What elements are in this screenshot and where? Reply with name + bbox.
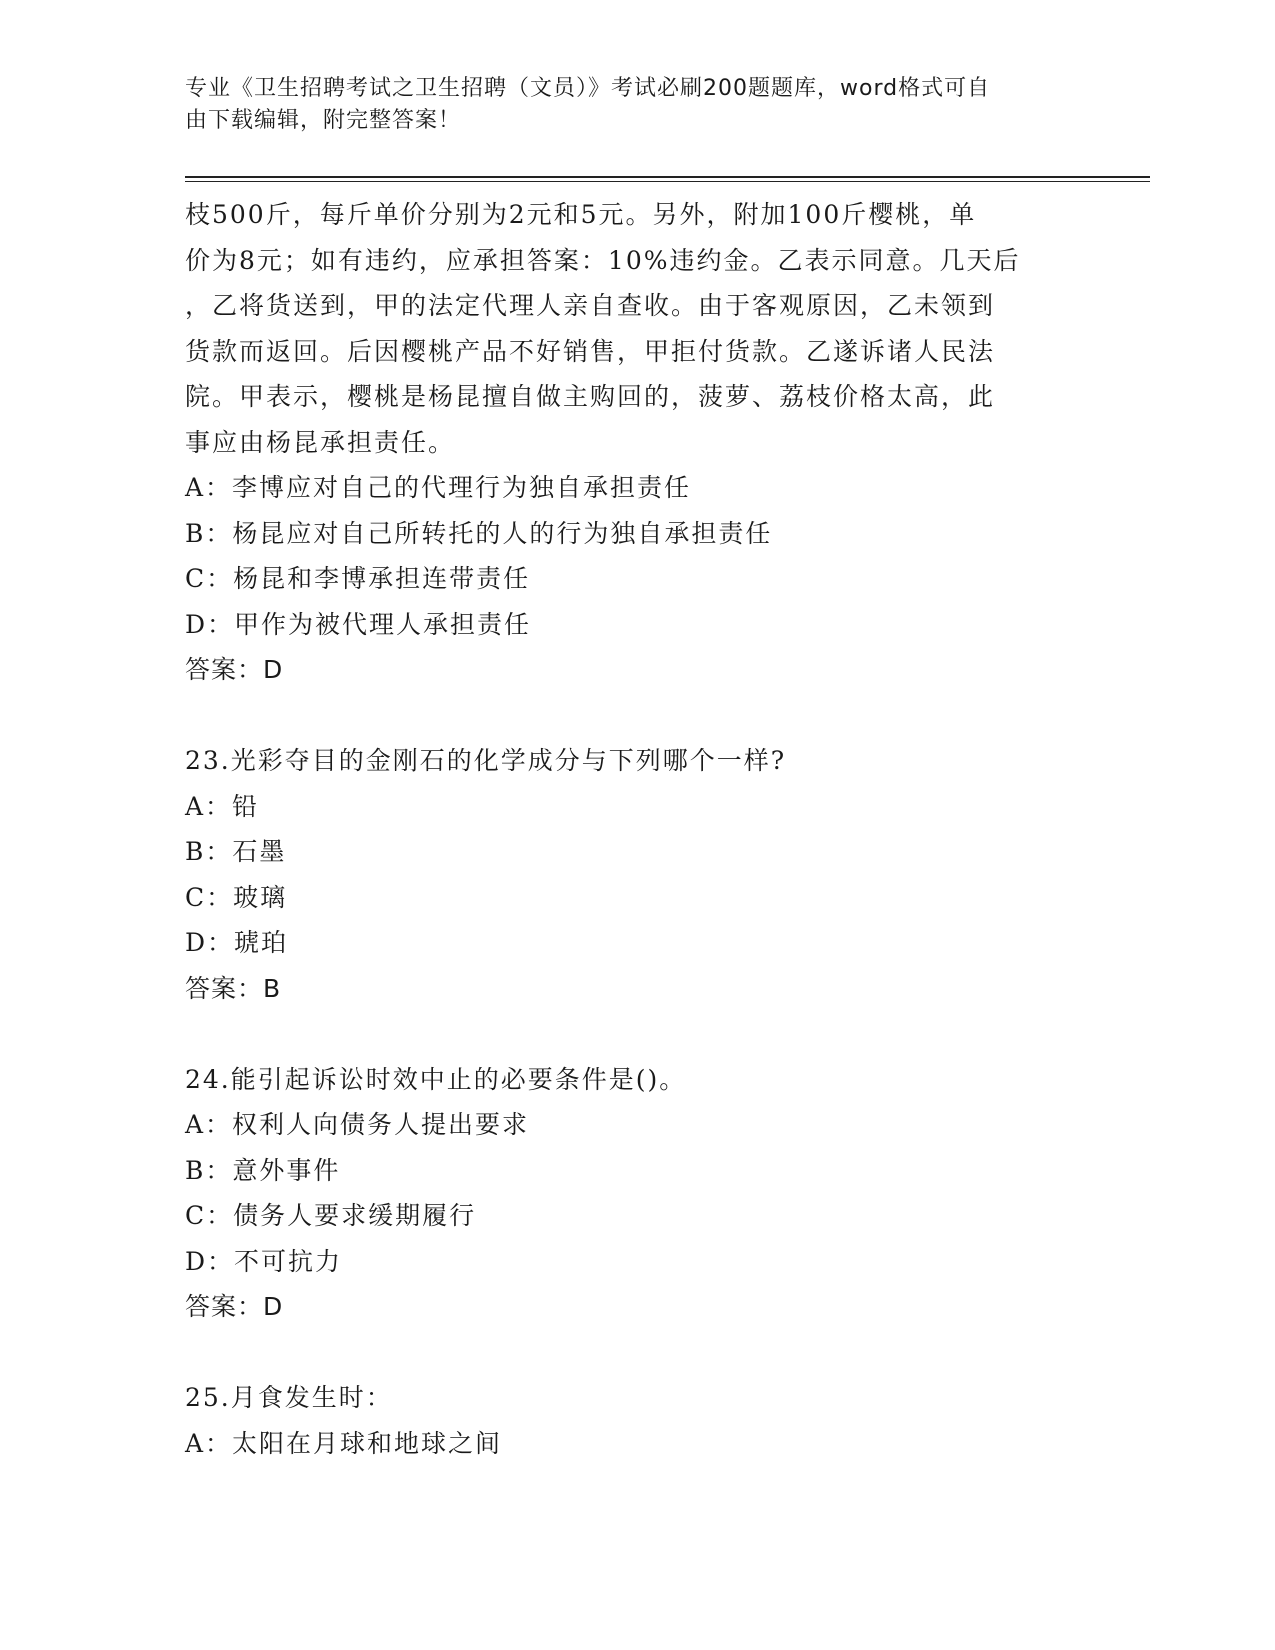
q22-option-d: D：甲作为被代理人承担责任 bbox=[185, 609, 532, 639]
q22-stem-line: ，乙将货送到，甲的法定代理人亲自查收。由于客观原因，乙未领到 bbox=[185, 291, 996, 320]
q22-stem-line: 院。甲表示，樱桃是杨昆擅自做主购回的，菠萝、荔枝价格太高，此 bbox=[185, 382, 996, 411]
question-23 bbox=[185, 738, 1085, 1011]
q22-stem-line: 事应由杨昆承担责任。 bbox=[185, 427, 456, 457]
q25-option-a: A：太阳在月球和地球之间 bbox=[185, 1428, 503, 1458]
question-24 bbox=[185, 1057, 1085, 1330]
q22-stem-line: 货款而返回。后因樱桃产品不好销售，甲拒付货款。乙遂诉诸人民法 bbox=[185, 336, 996, 366]
q24-option-c: C：债务人要求缓期履行 bbox=[185, 1201, 477, 1230]
spacer bbox=[185, 1330, 1085, 1376]
q24-answer: 答案：D bbox=[185, 1292, 284, 1321]
question-25 bbox=[185, 1375, 1085, 1466]
document-header bbox=[185, 73, 1065, 137]
q22-option-b: B：杨昆应对自己所转托的人的行为独自承担责任 bbox=[185, 518, 773, 548]
document-body bbox=[185, 192, 1085, 1466]
header-rule-thick bbox=[185, 176, 1150, 178]
q23-option-d: D：琥珀 bbox=[185, 928, 289, 957]
q24-option-d: D：不可抗力 bbox=[185, 1246, 343, 1276]
q23-stem: 23.光彩夺目的金刚石的化学成分与下列哪个一样? bbox=[185, 746, 787, 775]
q23-option-b: B：石墨 bbox=[185, 837, 287, 866]
q24-option-a: A：权利人向债务人提出要求 bbox=[185, 1110, 530, 1139]
q23-answer: 答案：B bbox=[185, 973, 282, 1003]
header-rule-thin bbox=[185, 181, 1150, 182]
q22-option-a: A：李博应对自己的代理行为独自承担责任 bbox=[185, 473, 692, 502]
q22-answer: 答案：D bbox=[185, 655, 284, 684]
q24-stem: 24.能引起诉讼时效中止的必要条件是()。 bbox=[185, 1064, 687, 1094]
question-22 bbox=[185, 192, 1085, 693]
q22-stem-line: 枝500斤，每斤单价分别为2元和5元。另外，附加100斤樱桃，单 bbox=[185, 200, 977, 229]
q24-option-b: B：意外事件 bbox=[185, 1155, 341, 1185]
q25-stem: 25.月食发生时： bbox=[185, 1383, 393, 1412]
q23-option-a: A：铅 bbox=[185, 791, 260, 821]
q23-option-c: C：玻璃 bbox=[185, 882, 288, 912]
spacer bbox=[185, 1011, 1085, 1057]
header-line-2: 由下载编辑，附完整答案！ bbox=[185, 108, 462, 133]
q22-option-c: C：杨昆和李博承担连带责任 bbox=[185, 564, 531, 593]
q22-stem-line: 价为8元；如有违约，应承担答案：10%违约金。乙表示同意。几天后 bbox=[185, 245, 1021, 275]
header-line-1: 专业《卫生招聘考试之卫生招聘（文员）》考试必刷200题题库，word格式可自 bbox=[185, 76, 991, 101]
spacer bbox=[185, 693, 1085, 739]
